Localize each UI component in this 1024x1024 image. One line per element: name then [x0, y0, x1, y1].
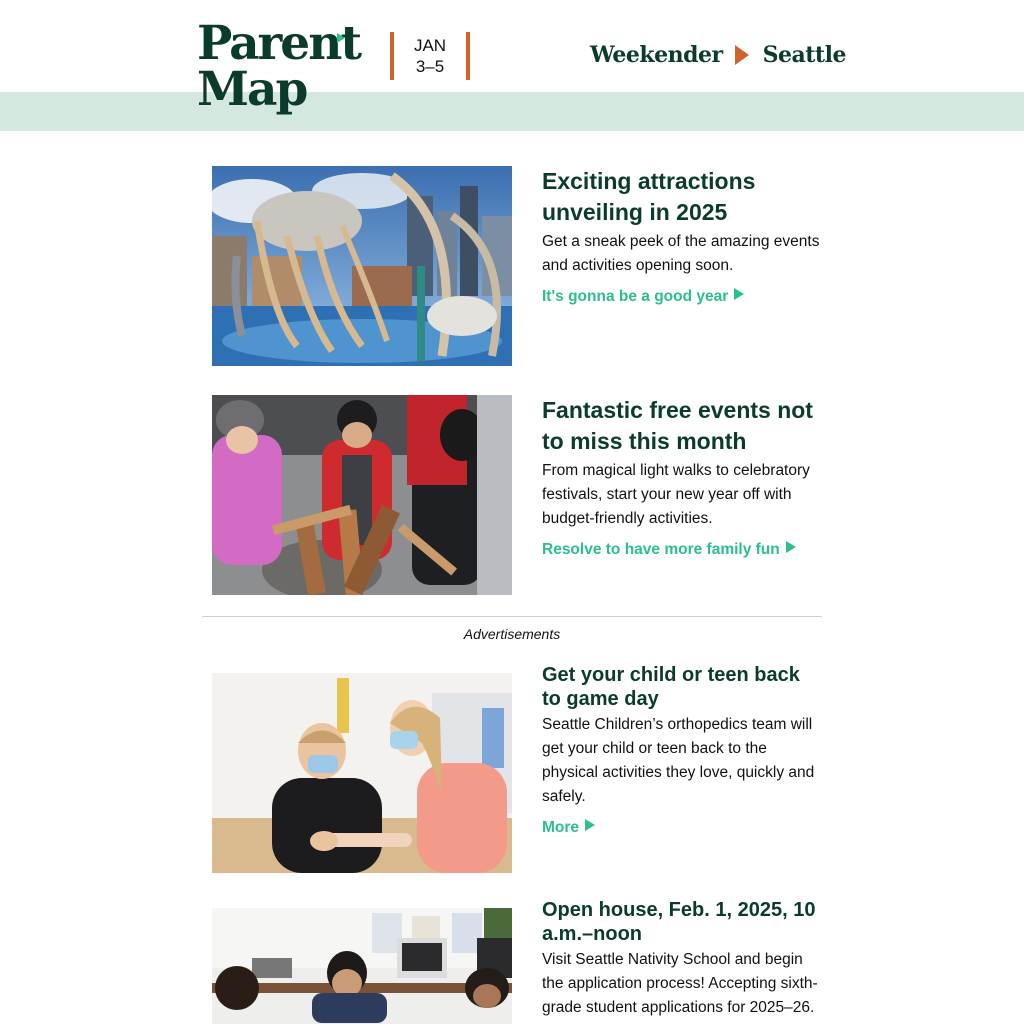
- logo-line-1: Parent: [197, 16, 361, 71]
- date-days: 3–5: [415, 57, 445, 76]
- article-link-label: Resolve to have more family fun: [542, 541, 780, 558]
- header: [0, 0, 1024, 92]
- ad-text: [542, 898, 824, 1020]
- article-link[interactable]: [542, 288, 744, 306]
- article-title[interactable]: Exciting attractions unveiling in 2025: [542, 168, 756, 225]
- newsletter-title: [590, 40, 846, 70]
- logo-line-2: Map: [197, 62, 307, 117]
- city-name: Seattle: [762, 42, 846, 68]
- ad-summary: Seattle Children’s orthopedics team will get your child or teen back to the physical activities they love, quickly and safely.: [542, 716, 815, 805]
- parentmap-logo[interactable]: [197, 16, 361, 122]
- play-arrow-icon: [786, 541, 796, 553]
- play-arrow-icon: [735, 45, 749, 65]
- ad-image-clinic[interactable]: [212, 673, 512, 873]
- newsletter-name: Weekender: [590, 42, 723, 68]
- article-image-kids-mallets[interactable]: [212, 395, 512, 595]
- ad-summary: Visit Seattle Nativity School and begin the application process! Accepting sixth-grade student applications for 2025–26.: [542, 951, 818, 1016]
- play-arrow-icon: [585, 819, 595, 831]
- ad-image-classroom[interactable]: [212, 908, 512, 1024]
- article-summary: Get a sneak peek of the amazing events and activities opening soon.: [542, 233, 820, 274]
- article-summary: From magical light walks to celebratory festivals, start your new year off with budget-friendly activities.: [542, 462, 810, 527]
- ad-link[interactable]: [542, 819, 595, 837]
- header-band: [0, 92, 1024, 131]
- logo-flag-icon: [337, 33, 345, 43]
- date-month: JAN: [413, 36, 447, 55]
- ad-title[interactable]: Get your child or teen back to game day: [542, 664, 800, 710]
- ad-text: [542, 663, 824, 837]
- article-link[interactable]: [542, 541, 796, 559]
- play-arrow-icon: [734, 288, 744, 300]
- article-text: [542, 166, 824, 306]
- article-title[interactable]: Fantastic free events not to miss this month: [542, 397, 813, 454]
- article-text: [542, 395, 824, 559]
- ad-title[interactable]: Open house, Feb. 1, 2025, 10 a.m.–noon: [542, 899, 816, 945]
- article-link-label: It's gonna be a good year: [542, 288, 729, 305]
- advertisements-label: Advertisements: [463, 626, 561, 642]
- ad-link-label: More: [542, 819, 580, 836]
- date-range: [390, 32, 470, 80]
- divider: [202, 616, 822, 617]
- article-image-playground[interactable]: [212, 166, 512, 366]
